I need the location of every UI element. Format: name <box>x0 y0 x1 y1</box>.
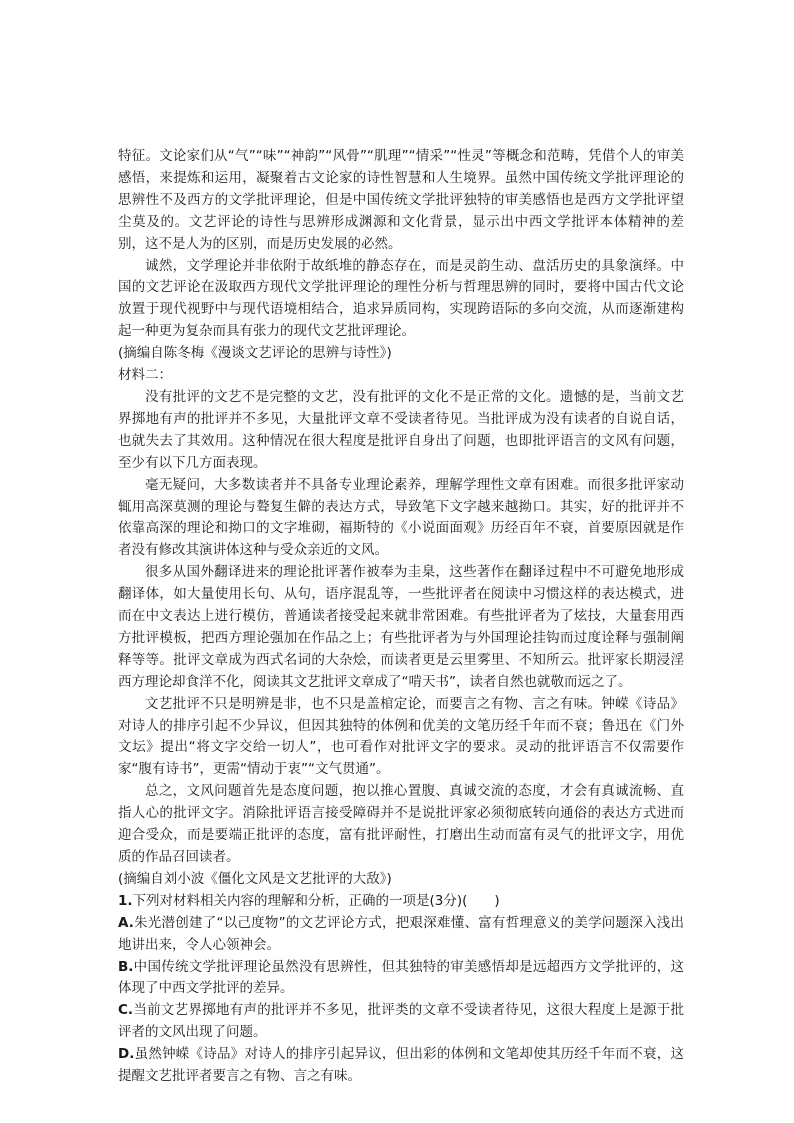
paragraph-1: 特征。文论家们从“气”“味”“神韵”“风骨”“肌理”“情采”“性灵”等概念和范畴，凭借个人的审美感悟，来提炼和运用，凝聚着古文论家的诗性智慧和人生境界。虽然中国传统文学批评理论的思辨性不及西方的文学批评理论，但是中国传统文学批评独特的审美感悟也是西方文学批评望尘莫及的。文艺评论的诗性与思辨形成渊源和文化背景，显示出中西文学批评本体精神的差别，这不是人为的区别，而是历史发展的必然。 <box>118 148 684 252</box>
paragraph-3: 没有批评的文艺不是完整的文艺，没有批评的文化不是正常的文化。遗憾的是，当前文艺界掷地有声的批评并不多见，大量批评文章不受读者待见。当批评成为没有读者的自说自话，也就失去了其效用。这种情况在很大程度是批评自身出了问题，也即批评语言的文风有问题，至少有以下几方面表现。 <box>118 388 684 471</box>
question-text: 下列对材料相关内容的理解和分析，正确的一项是(3分)( ) <box>132 892 500 909</box>
option-c <box>118 1000 684 1044</box>
option-a-letter: A. <box>118 914 134 931</box>
material-2-heading: 材料二： <box>118 367 172 384</box>
paragraph-6: 文艺批评不只是明辨是非，也不只是盖棺定论，而要言之有物、言之有味。钟嵘《诗品》对诗人的排序引起不少异议，但因其独特的体例和优美的文笔历经千年而不衰；鲁迅在《门外文坛》提出“将文字交给一切人”，也可看作对批评文字的要求。灵动的批评语言不仅需要作家“腹有诗书”，更需“情动于衷”“文气贯通”。 <box>118 695 684 778</box>
option-d <box>118 1044 684 1088</box>
option-b-letter: B. <box>118 958 134 975</box>
option-d-text: 虽然钟嵘《诗品》对诗人的排序引起异议，但出彩的体例和文笔却使其历经千年而不衰，这提醒文艺批评者要言之有物、言之有味。 <box>118 1046 684 1085</box>
paragraph-7: 总之，文风问题首先是态度问题，抱以推心置腹、真诚交流的态度，才会有真诚流畅、直指人心的批评文字。消除批评语言接受障碍并不是说批评家必须彻底转向通俗的表达方式进而迎合受众，而是要端正批评的态度，富有批评耐性，打磨出生动而富有灵气的批评文字，用优质的作品召回读者。 <box>118 783 684 865</box>
option-a <box>118 913 684 957</box>
option-c-text: 当前文艺界掷地有声的批评并不多见，批评类的文章不受读者待见，这很大程度上是源于批评者的文风出现了问题。 <box>118 1002 684 1041</box>
paragraph-4: 毫无疑问，大多数读者并不具备专业理论素养，理解学理性文章有困难。而很多批评家动辄用高深莫测的理论与聱复生僻的表达方式，导致笔下文字越来越拗口。其实，好的批评并不依靠高深的理论和拗口的文字堆砌，福斯特的《小说面面观》历经百年不衰，首要原因就是作者没有修改其演讲体这种与受众亲近的文风。 <box>118 476 684 559</box>
paragraph-5: 很多从国外翻译进来的理论批评著作被奉为圭臬，这些著作在翻译过程中不可避免地形成翻译体，如大量使用长句、从句，语序混乱等，一些批评者在阅读中习惯这样的表达模式，进而在中文表达上进行模仿，普通读者接受起来就非常困难。有些批评者为了炫技，大量套用西方批评模板，把西方理论强加在作品之上；有些批评者为与外国理论挂钩而过度诠释与强制阐释等等。批评文章成为西式名词的大杂烩，而读者更是云里雾里、不知所云。批评家长期浸淫西方理论却食洋不化，阅读其文艺批评文章成了“啃天书”，读者自然也就敬而远之了。 <box>118 564 684 690</box>
option-b-text: 中国传统文学批评理论虽然没有思辨性，但其独特的审美感悟却是远超西方文学批评的，这体现了中西文学批评的差异。 <box>118 958 684 997</box>
option-a-text: 朱光潜创建了“以己度物”的文艺评论方式，把艰深难懂、富有哲理意义的美学问题深入浅出地讲出来，令人心领神会。 <box>118 914 684 953</box>
option-c-letter: C. <box>118 1002 134 1019</box>
question-stem <box>118 891 684 913</box>
document-page <box>118 146 684 1088</box>
question-number: 1. <box>118 892 133 909</box>
option-b <box>118 957 684 1001</box>
paragraph-2: 诚然，文学理论并非依附于故纸堆的静态存在，而是灵韵生动、盘活历史的具象演绎。中国的文艺评论在汲取西方现代文学批评理论的理性分析与哲理思辨的同时，要将中国古代文论放置于现代视野中与现代语境相结合，追求异质同构，实现跨语际的多向交流，从而逐渐建构起一种更为复杂而具有张力的现代文艺批评理论。 <box>118 257 684 340</box>
source-citation-1: (摘编自陈冬梅《漫谈文艺评论的思辨与诗性》) <box>118 345 392 362</box>
option-d-letter: D. <box>118 1046 135 1063</box>
source-citation-2: (摘编自刘小波《僵化文风是文艺批评的大敌》) <box>118 870 392 887</box>
